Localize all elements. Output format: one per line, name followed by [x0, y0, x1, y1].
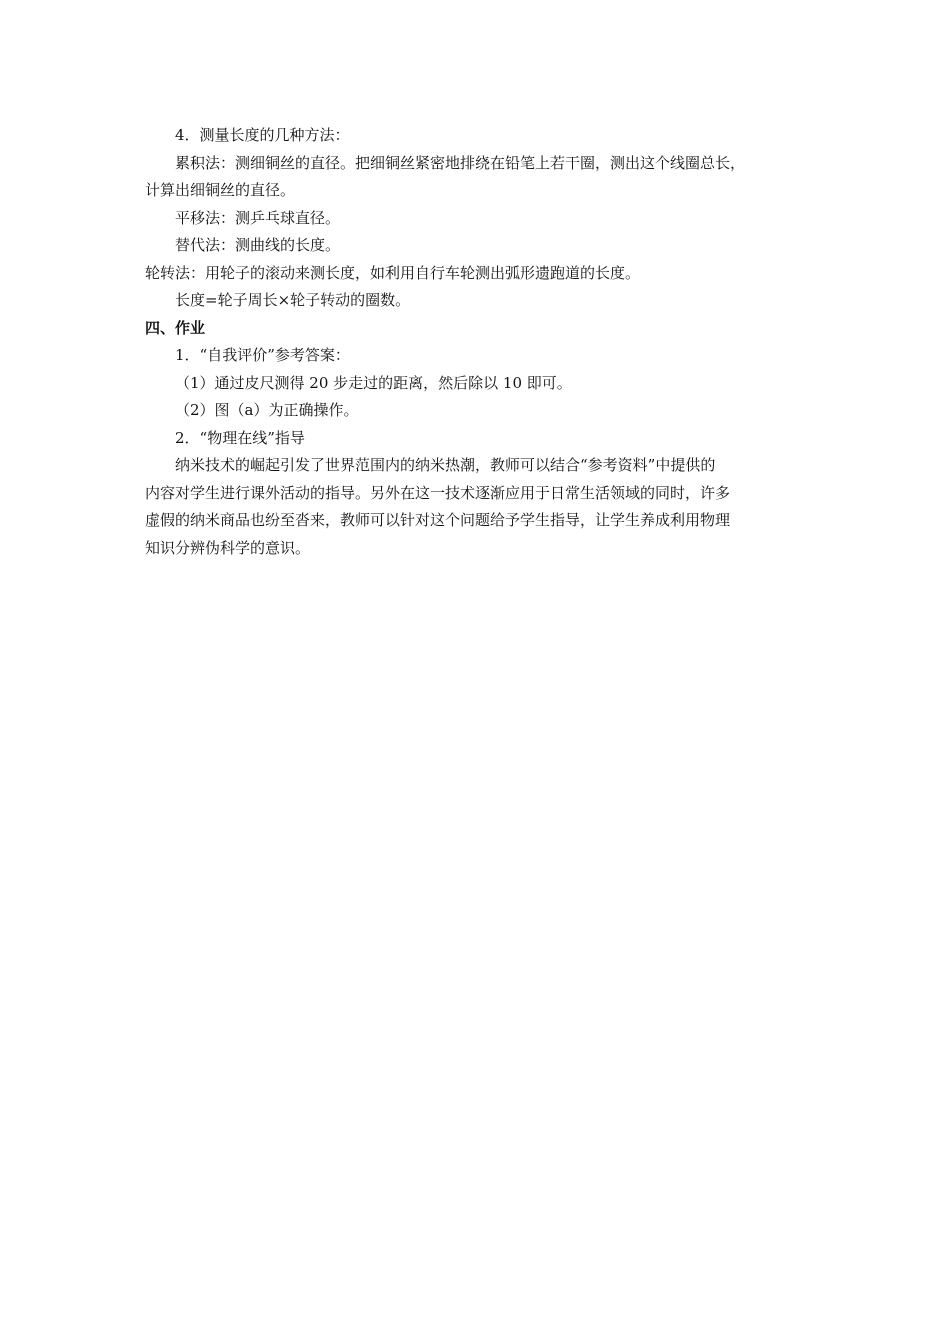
paragraph-line: 纳米技术的崛起引发了世界范围内的纳米热潮，教师可以结合“参考资料”中提供的 [175, 456, 716, 474]
homework-heading: 四、作业 [145, 318, 206, 337]
method-wheel-formula: 长度=轮子周长×轮子转动的圈数。 [175, 291, 411, 309]
homework-item2-paragraph [145, 452, 815, 562]
method-translation: 平移法：测乒乓球直径。 [175, 208, 341, 227]
document-body [145, 122, 815, 562]
method-wheel: 轮转法：用轮子的滚动来测长度，如利用自行车轮测出弧形遗跑道的长度。 [145, 263, 641, 282]
paragraph-line: 虚假的纳米商品也纷至沓来，教师可以针对这个问题给予学生指导，让学生养成利用物理 [145, 511, 731, 529]
homework-item1-answer1: （1）通过皮尺测得 20 步走过的距离，然后除以 10 即可。 [175, 373, 572, 392]
methods-title: 4．测量长度的几种方法： [175, 126, 350, 144]
method-accumulation-cont: 计算出细铜丝的直径。 [145, 181, 296, 199]
paragraph-line: 知识分辨伪科学的意识。 [145, 538, 311, 557]
homework-item2-title: 2．“物理在线”指导 [175, 428, 305, 447]
paragraph-line: 内容对学生进行课外活动的指导。另外在这一技术逐渐应用于日常生活领域的同时，许多 [145, 483, 731, 502]
method-accumulation: 累积法：测细铜丝的直径。把细铜丝紧密地排绕在铅笔上若干圈，测出这个线圈总长， [175, 153, 746, 172]
method-substitution: 替代法：测曲线的长度。 [175, 236, 341, 254]
homework-item1-answer2: （2）图（a）为正确操作。 [175, 401, 359, 419]
homework-item1-title: 1．“自我评价”参考答案： [175, 346, 350, 364]
